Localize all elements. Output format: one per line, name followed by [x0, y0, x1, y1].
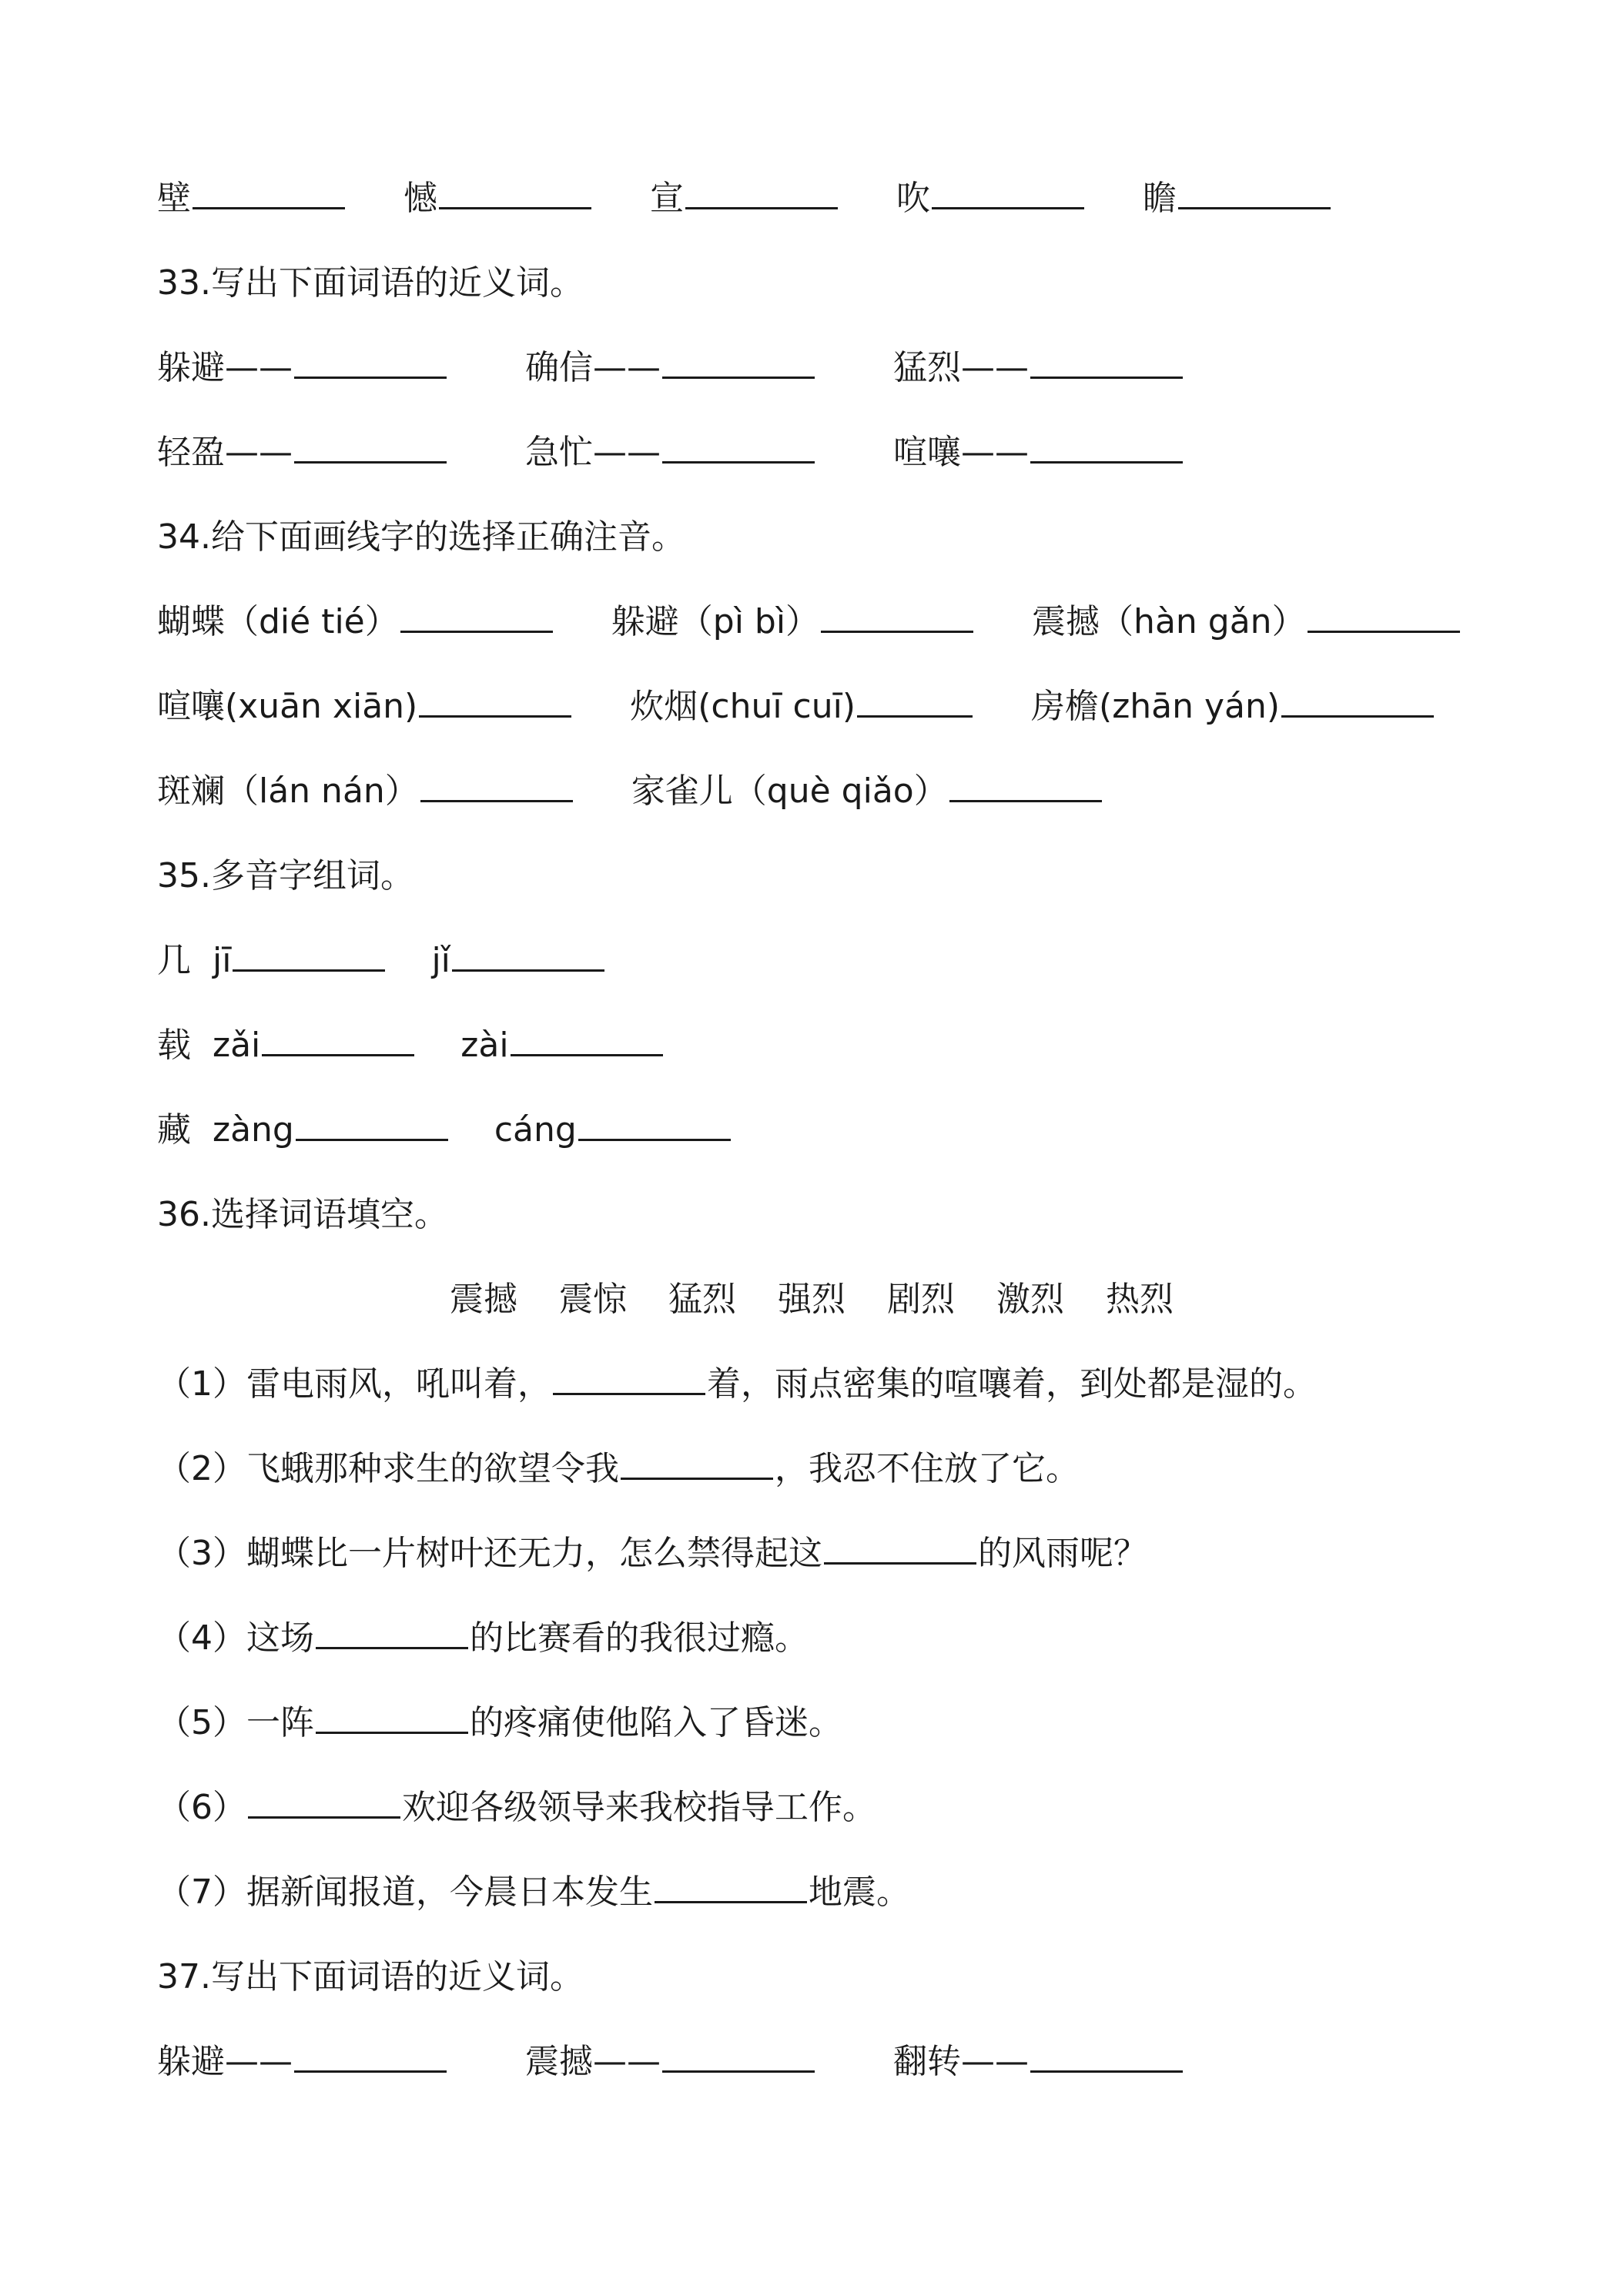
- pinyin-choice-item: 躲避（pì bì）: [611, 599, 975, 645]
- char-blank-item: 憾: [403, 176, 593, 222]
- answer-blank[interactable]: [248, 1816, 400, 1819]
- answer-blank[interactable]: [193, 206, 345, 209]
- answer-blank[interactable]: [662, 2070, 815, 2073]
- answer-blank[interactable]: [655, 1900, 807, 1903]
- synonym-item: 急忙——: [525, 430, 816, 476]
- pinyin-choice-item: 蝴蝶（dié tié）: [157, 599, 554, 645]
- answer-blank[interactable]: [233, 969, 385, 972]
- answer-blank[interactable]: [419, 715, 571, 718]
- answer-blank[interactable]: [1281, 715, 1434, 718]
- fill-sentence: （1）雷电雨风，吼叫着， 着，雨点密集的喧嚷着，到处都是湿的。: [157, 1364, 1317, 1404]
- answer-blank[interactable]: [294, 376, 447, 379]
- fill-sentence: （7）据新闻报道，今晨日本发生 地震。: [157, 1873, 910, 1912]
- char-blank-item: 宣: [650, 176, 839, 222]
- answer-blank[interactable]: [420, 799, 573, 802]
- answer-blank[interactable]: [932, 206, 1084, 209]
- char-blank-item: 壁: [157, 176, 347, 222]
- answer-blank[interactable]: [296, 1138, 448, 1141]
- fill-sentence: （6） 欢迎各级领导来我校指导工作。: [157, 1788, 876, 1827]
- answer-blank[interactable]: [400, 630, 553, 633]
- answer-blank[interactable]: [294, 460, 447, 464]
- q33-row-1: [157, 345, 1184, 391]
- answer-blank[interactable]: [824, 1561, 976, 1565]
- q35-row: 几 jī jǐ: [157, 938, 606, 984]
- answer-blank[interactable]: [578, 1138, 731, 1141]
- synonym-item: 震撼——: [525, 2039, 816, 2085]
- answer-blank[interactable]: [511, 1053, 663, 1056]
- fill-sentence: （3）蝴蝶比一片树叶还无力，怎么禁得起这 的风雨呢？: [157, 1534, 1147, 1573]
- answer-blank[interactable]: [621, 1477, 773, 1480]
- word-option: 猛烈: [668, 1280, 736, 1319]
- pinyin-choice-item: 房檐(zhān yán): [1031, 684, 1435, 730]
- answer-blank[interactable]: [452, 969, 604, 972]
- answer-blank[interactable]: [857, 715, 973, 718]
- answer-blank[interactable]: [316, 1646, 468, 1649]
- word-option: 激烈: [996, 1280, 1064, 1319]
- synonym-item: 确信——: [525, 345, 816, 391]
- answer-blank[interactable]: [316, 1731, 468, 1734]
- question-37-title: 37.写出下面词语的近义词。: [157, 1957, 584, 1996]
- char-blank-row: [157, 176, 1332, 222]
- answer-blank[interactable]: [821, 630, 973, 633]
- q35-row: 载 zǎi zài: [157, 1022, 665, 1069]
- q34-row-1: [157, 599, 1462, 645]
- answer-blank[interactable]: [1178, 206, 1331, 209]
- synonym-item: 躲避——: [157, 345, 448, 391]
- synonym-item: 躲避——: [157, 2039, 448, 2085]
- question-34-title: 34.给下面画线字的选择正确注音。: [157, 517, 685, 557]
- word-option: 震惊: [559, 1280, 627, 1319]
- answer-blank[interactable]: [685, 206, 838, 209]
- word-option: 剧烈: [887, 1280, 955, 1319]
- fill-sentence: （4）这场 的比赛看的我很过瘾。: [157, 1618, 809, 1658]
- fill-sentence: （2）飞蛾那种求生的欲望令我 ，我忍不住放了它。: [157, 1449, 1080, 1488]
- answer-blank[interactable]: [439, 206, 591, 209]
- question-35-title: 35.多音字组词。: [157, 856, 414, 895]
- pinyin-choice-item: 炊烟(chuī cuī): [630, 684, 974, 730]
- pinyin-choice-item: 斑斓（lán nán）: [157, 768, 574, 815]
- answer-blank[interactable]: [1030, 2070, 1183, 2073]
- question-33-title: 33.写出下面词语的近义词。: [157, 263, 584, 303]
- question-36-title: 36.选择词语填空。: [157, 1195, 448, 1234]
- word-option: 强烈: [778, 1280, 845, 1319]
- answer-blank[interactable]: [662, 460, 815, 464]
- q33-row-2: [157, 430, 1184, 476]
- answer-blank[interactable]: [1030, 376, 1183, 379]
- synonym-item: 喧嚷——: [893, 430, 1184, 476]
- answer-blank[interactable]: [294, 2070, 447, 2073]
- q34-row-3: [157, 768, 1103, 815]
- q35-row: 藏 zàng cáng: [157, 1107, 732, 1153]
- q34-row-2: [157, 684, 1435, 730]
- answer-blank[interactable]: [662, 376, 815, 379]
- synonym-item: 猛烈——: [893, 345, 1184, 391]
- char-blank-item: 吹: [896, 176, 1086, 222]
- q37-row-1: [157, 2039, 1184, 2085]
- answer-blank[interactable]: [553, 1392, 705, 1395]
- fill-sentence: （5）一阵 的疼痛使他陷入了昏迷。: [157, 1703, 842, 1742]
- answer-blank[interactable]: [262, 1053, 414, 1056]
- synonym-item: 轻盈——: [157, 430, 448, 476]
- pinyin-choice-item: 震撼（hàn gǎn）: [1032, 599, 1462, 645]
- answer-blank[interactable]: [1308, 630, 1460, 633]
- answer-blank[interactable]: [949, 799, 1102, 802]
- answer-blank[interactable]: [1030, 460, 1183, 464]
- word-options: [157, 1277, 1466, 1323]
- word-option: 热烈: [1106, 1280, 1174, 1319]
- pinyin-choice-item: 喧嚷(xuān xiān): [157, 684, 573, 730]
- char-blank-item: 瞻: [1143, 176, 1332, 222]
- synonym-item: 翻转——: [893, 2039, 1184, 2085]
- pinyin-choice-item: 家雀儿（què qiǎo）: [631, 768, 1103, 815]
- word-option: 震撼: [450, 1280, 517, 1319]
